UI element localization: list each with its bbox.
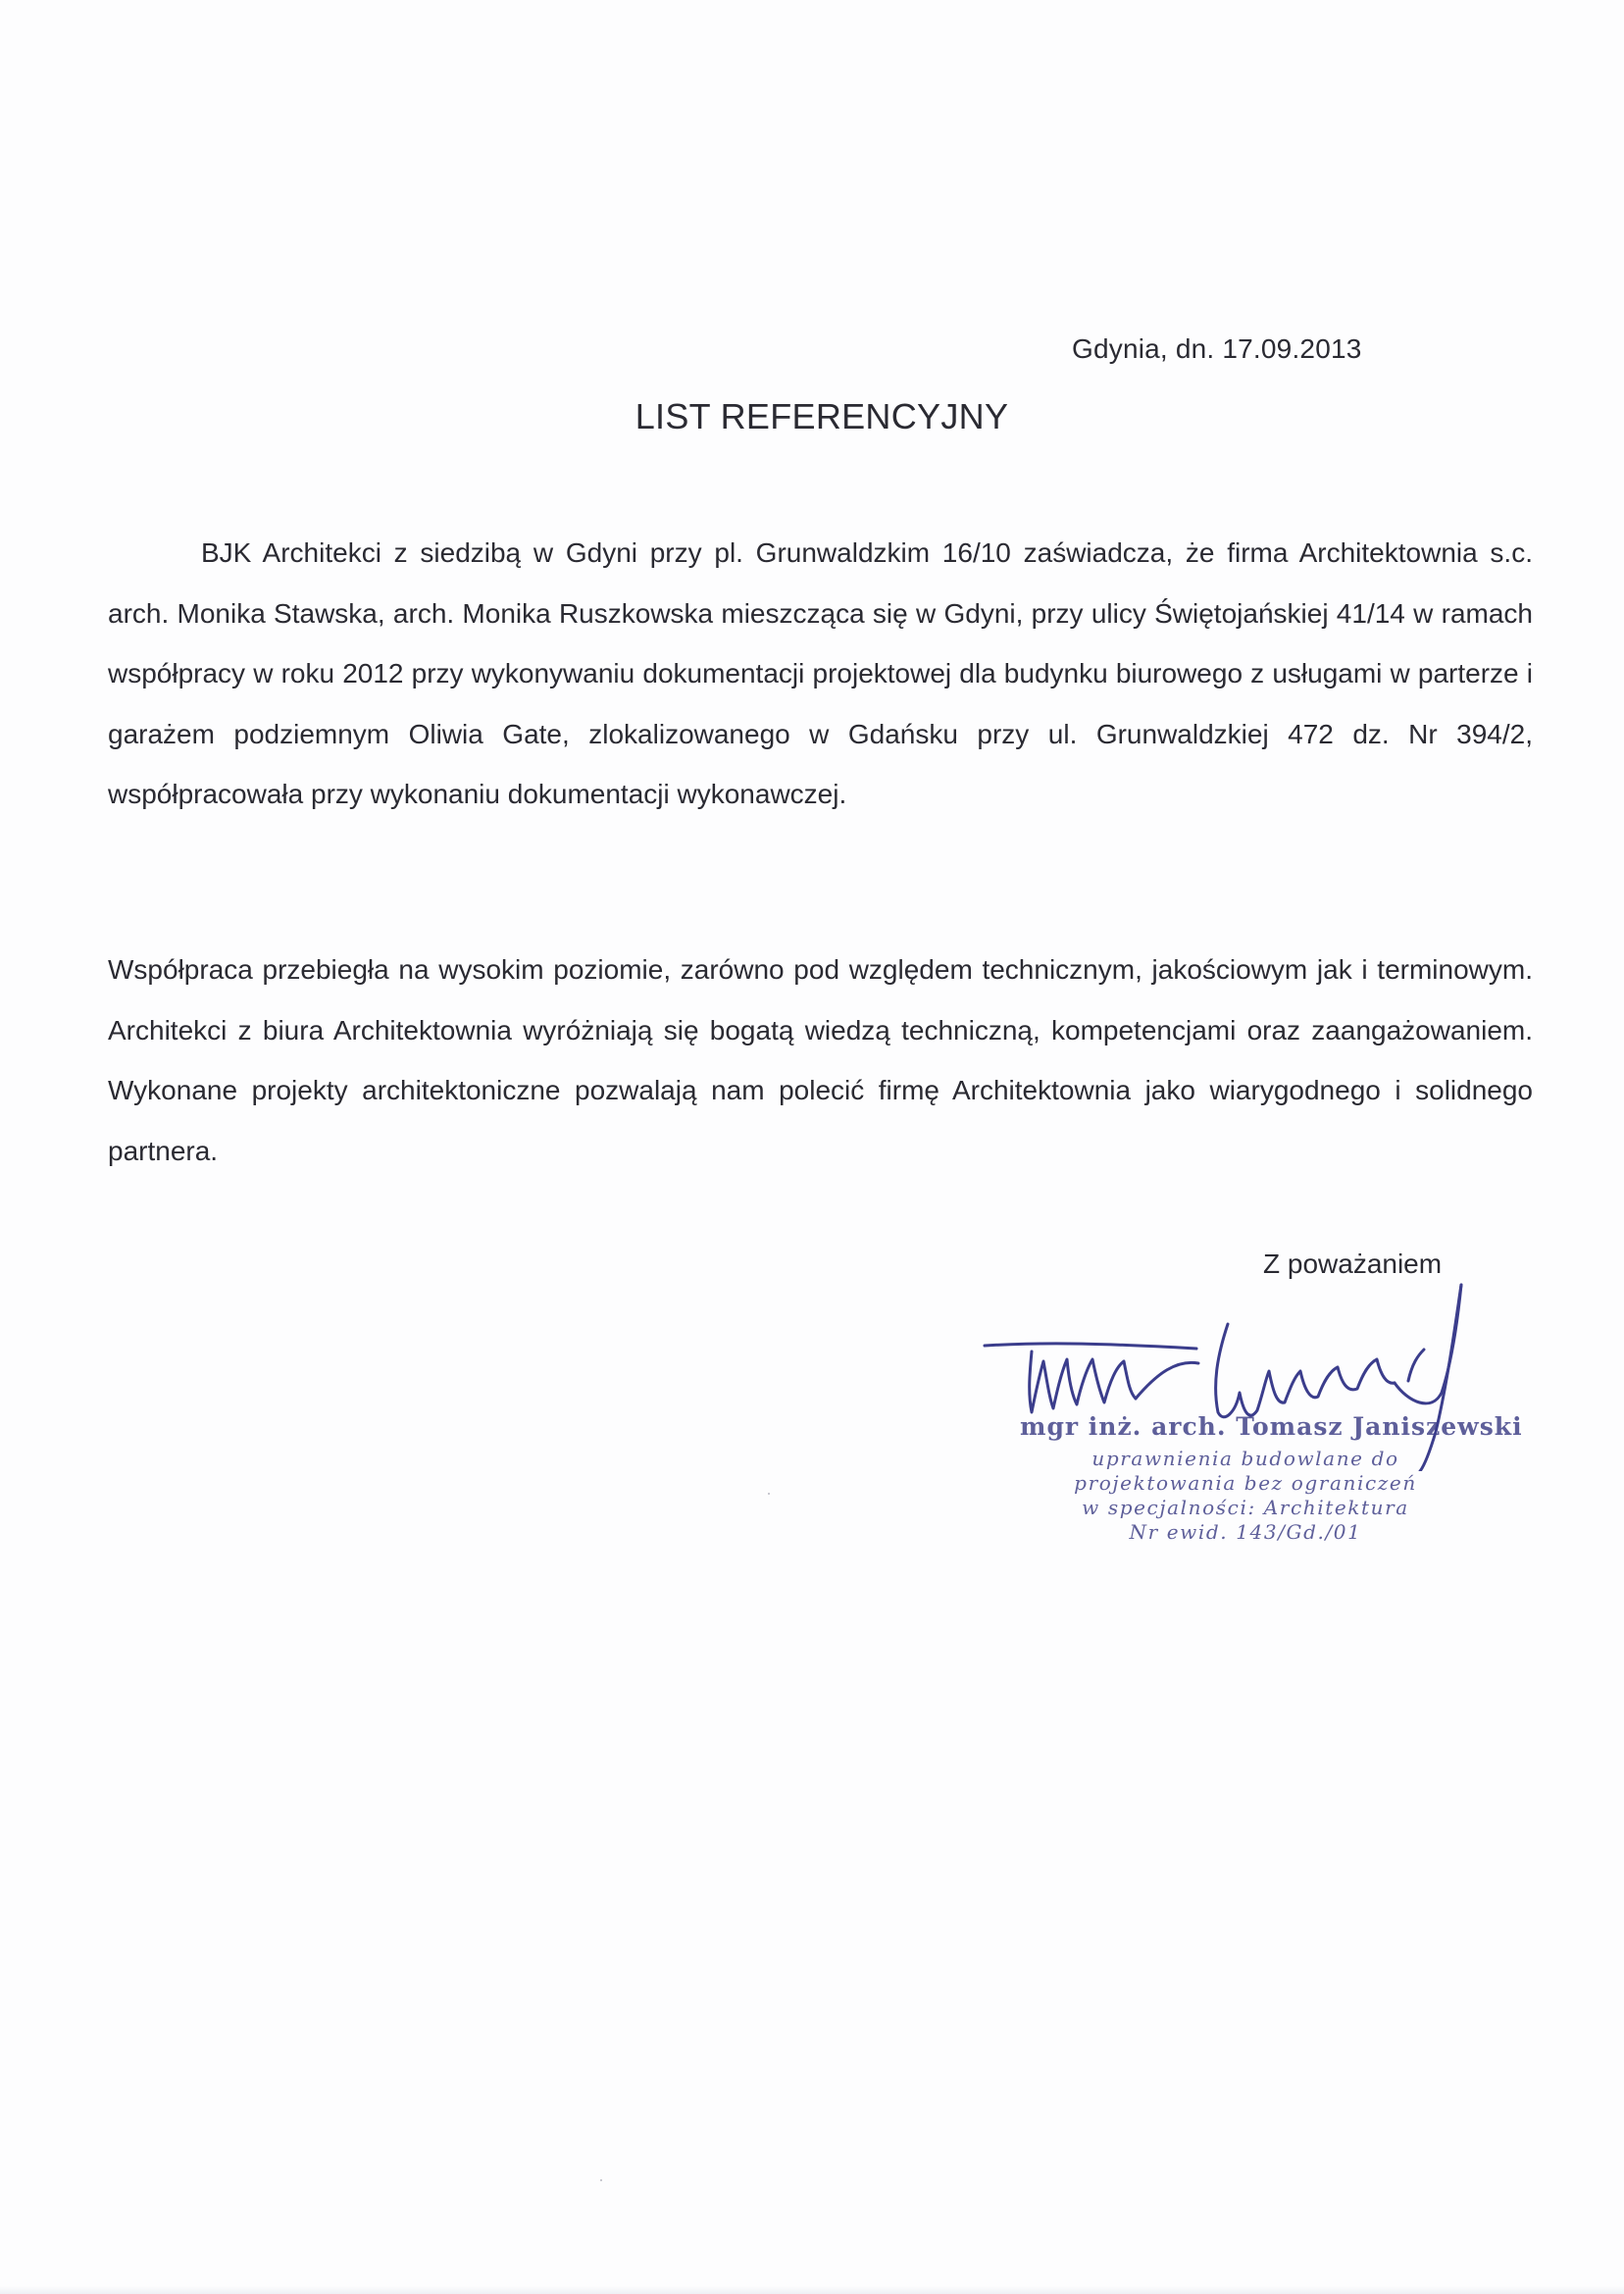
letter-title: LIST REFERENCYJNY [634, 396, 1009, 436]
scan-speck [600, 2179, 602, 2181]
stamp-line-1: uprawnienia budowlane do [1091, 1447, 1399, 1470]
stamp-line-3: w specjalności: Architektura [1082, 1496, 1409, 1519]
stamp-name: mgr inż. arch. Tomasz Janiszewski [1020, 1412, 1523, 1441]
signatory-stamp [1020, 1412, 1523, 1545]
letter-date: Gdynia, dn. 17.09.2013 [1072, 333, 1362, 364]
stamp-line-2: projektowania bez ograniczeń [1074, 1471, 1417, 1495]
letter-closing: Z poważaniem [1263, 1249, 1443, 1279]
scan-edge [0, 2286, 1624, 2294]
letter-paragraph-2: Współpraca przebiegła na wysokim poziomie, zarówno pod względem technicznym, jakościowym jak i terminowym. Architekci z biura Architektownia wyróżniają się bogatą wiedzą techniczną, kompetencjami oraz zaangażowaniem. Wykonane projekty architektoniczne pozwalają nam polecić firmę Architektownia jako wiarygodnego i solidnego partnera. [108, 954, 1533, 1166]
stamp-line-4: Nr ewid. 143/Gd./01 [1129, 1520, 1362, 1544]
letter-paragraph-1: BJK Architekci z siedzibą w Gdyni przy pl. Grunwaldzkim 16/10 zaświadcza, że firma Architektownia s.c. arch. Monika Stawska, arch. Monika Ruszkowska mieszcząca się w Gdyni, przy ulicy Świętojańskiej 41/14 w ramach współpracy w roku 2012 przy wykonywaniu dokumentacji projektowej dla budynku biurowego z usługami w parterze i garażem podziemnym Oliwia Gate, zlokalizowanego w Gdańsku przy ul. Grunwaldzkiej 472 dz. Nr 394/2, współpracowała przy wykonaniu dokumentacji wykonawczej. [108, 537, 1533, 809]
scan-speck [768, 1493, 770, 1495]
